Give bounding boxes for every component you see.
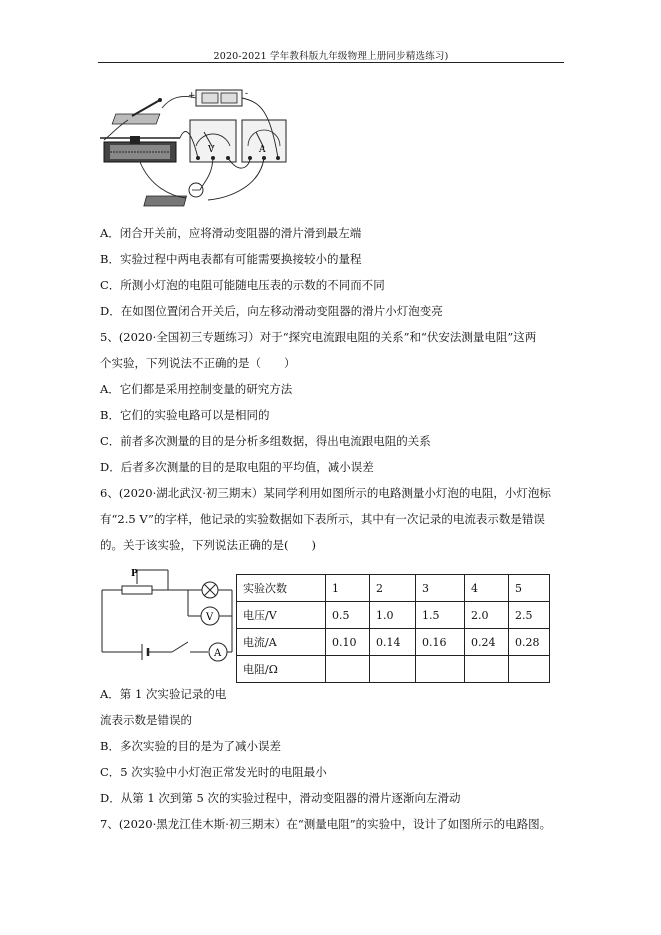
ammeter-letter: A: [259, 145, 266, 155]
voltmeter-letter: V: [208, 145, 215, 155]
row-label: 电流/A: [237, 629, 326, 656]
q5-option-a: A．它们都是采用控制变量的研究方法: [100, 382, 293, 396]
q6-option-a-line2: 流表示数是错误的: [100, 713, 192, 727]
table-cell: 0.10: [326, 629, 370, 656]
table-row: [237, 602, 550, 629]
battery-pack: [188, 89, 248, 106]
page-header: 2020-2021 学年教科版九年级物理上册同步精选练习): [213, 51, 449, 62]
table-row: [237, 656, 550, 683]
battery-minus-label: -: [245, 89, 249, 99]
q6-stem-line2: 有“2.5 V”的字样，他记录的实验数据如下表所示，其中有一次记录的电流表示数是错误: [100, 512, 545, 526]
rheostat: [100, 136, 180, 162]
q4-option-d: D．在如图位置闭合开关后，向左移动滑动变阻器的滑片小灯泡变亮: [100, 304, 443, 318]
table-cell: 4: [465, 575, 509, 602]
table-cell: 5: [509, 575, 550, 602]
slider-p-label: P: [131, 569, 138, 579]
ammeter-device: [242, 120, 286, 162]
q6-option-a-line1: A．第 1 次实验记录的电: [100, 687, 227, 701]
q6-circuit-diagram: [100, 566, 240, 676]
table-cell: [416, 656, 465, 683]
q4-circuit-figure: [100, 86, 300, 216]
switch-symbol: [172, 642, 188, 652]
table-cell: 1.5: [416, 602, 465, 629]
table-cell: 0.24: [465, 629, 509, 656]
voltmeter-letter: V: [206, 612, 214, 623]
table-cell: 1.0: [370, 602, 416, 629]
q6-stem-line3: 的。关于该实验，下列说法正确的是( ): [100, 538, 316, 552]
row-label: 实验次数: [237, 575, 326, 602]
table-cell: [370, 656, 416, 683]
q4-option-c: C．所测小灯泡的电阻可能随电压表的示数的不同而不同: [100, 278, 385, 292]
table-cell: [509, 656, 550, 683]
q4-option-b: B．实验过程中两电表都有可能需要换接较小的量程: [100, 252, 362, 266]
table-cell: 3: [416, 575, 465, 602]
q6-option-b: B．多次实验的目的是为了减小误差: [100, 739, 281, 753]
table-cell: 0.28: [509, 629, 550, 656]
q7-stem-line1: 7、(2020·黑龙江佳木斯·初三期末）在“测量电阻”的实验中，设计了如图所示的电路图。: [100, 817, 552, 831]
table-cell: 2.5: [509, 602, 550, 629]
q4-option-a: A．闭合开关前，应将滑动变阻器的滑片滑到最左端: [100, 226, 362, 240]
table-cell: 0.5: [326, 602, 370, 629]
table-row: [237, 629, 550, 656]
table-cell: 2.0: [465, 602, 509, 629]
table-cell: [465, 656, 509, 683]
q5-stem-line2: 个实验，下列说法不正确的是（ ）: [100, 356, 296, 370]
table-row: [237, 575, 550, 602]
q5-option-c: C．前者多次测量的目的是分析多组数据，得出电流跟电阻的关系: [100, 434, 431, 448]
row-label: 电压/V: [237, 602, 326, 629]
rheostat-symbol: [122, 586, 152, 594]
table-cell: 0.14: [370, 629, 416, 656]
q5-option-d: D．后者多次测量的目的是取电阻的平均值，减小误差: [100, 460, 374, 474]
q6-option-d: D．从第 1 次到第 5 次的实验过程中，滑动变阻器的滑片逐渐向左滑动: [100, 791, 461, 805]
q6-stem-line1: 6、(2020·湖北武汉·初三期末）某同学利用如图所示的电路测量小灯泡的电阻，小灯泡标: [100, 486, 551, 500]
q5-stem-line1: 5、(2020·全国初三专题练习）对于“探究电流跟电阻的关系”和“伏安法测量电阻”这两: [100, 330, 537, 344]
table-cell: 0.16: [416, 629, 465, 656]
q6-data-table: [236, 574, 550, 683]
knife-switch: [112, 98, 162, 124]
ammeter-letter: A: [214, 648, 222, 659]
battery-plus-label: +: [188, 91, 196, 101]
table-cell: 2: [370, 575, 416, 602]
row-label: 电阻/Ω: [237, 656, 326, 683]
header-rule: [98, 62, 564, 63]
table-cell: 1: [326, 575, 370, 602]
voltmeter-device: [190, 120, 236, 162]
q5-option-b: B．它们的实验电路可以是相同的: [100, 408, 270, 422]
q6-option-c: C．5 次实验中小灯泡正常发光时的电阻最小: [100, 765, 327, 779]
table-cell: [326, 656, 370, 683]
